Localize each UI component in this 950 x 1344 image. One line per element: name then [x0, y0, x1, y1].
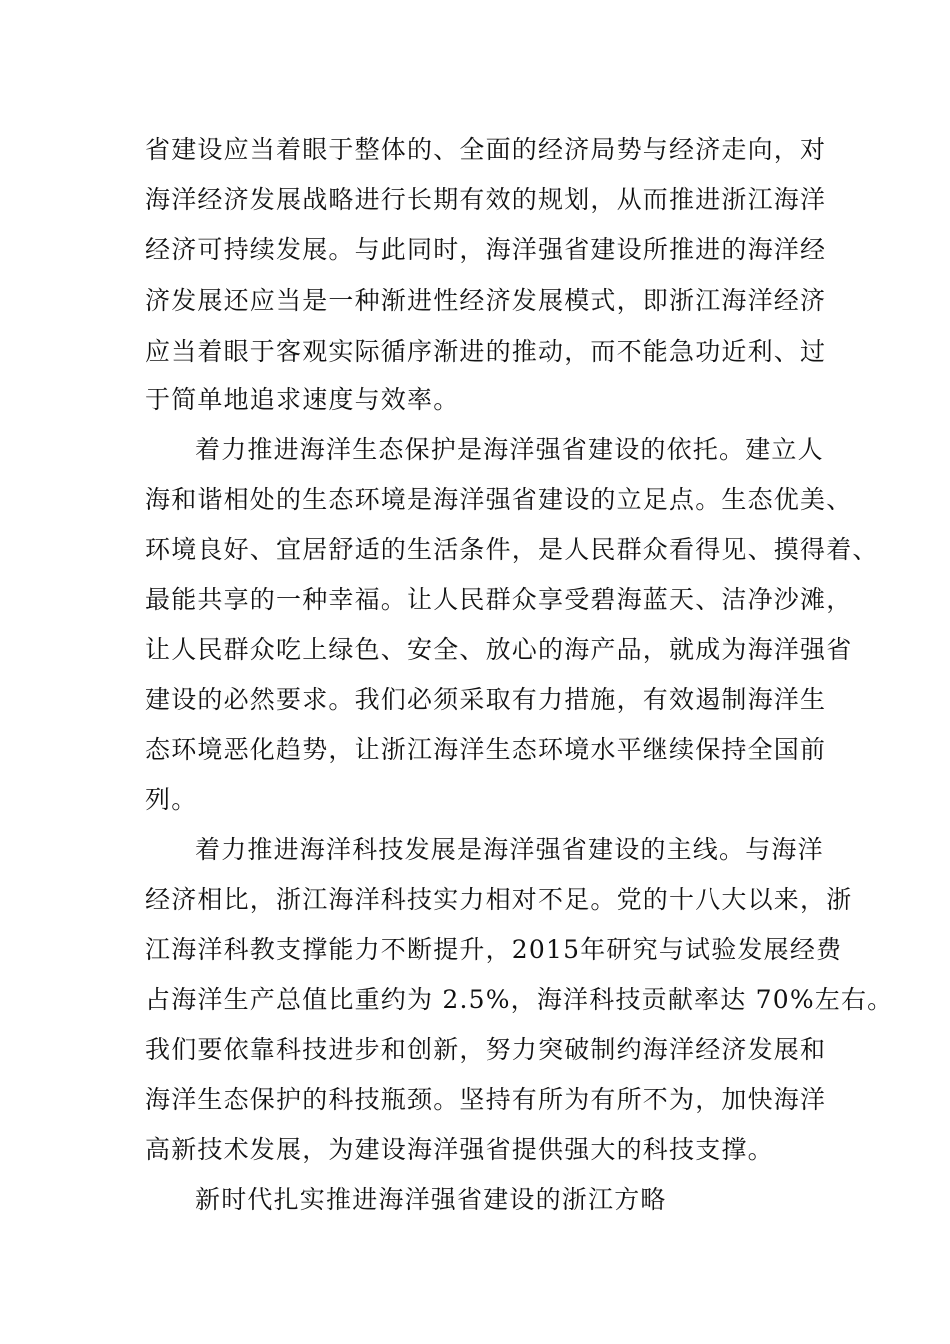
body-text-line: 列。 — [145, 785, 198, 814]
body-text-line: 经济可持续发展。与此同时，海洋强省建设所推进的海洋经 — [145, 235, 827, 264]
body-text-line: 建设的必然要求。我们必须采取有力措施，有效遏制海洋生 — [145, 685, 827, 714]
paragraph-first-line: 着力推进海洋科技发展是海洋强省建设的主线。与海洋 — [195, 835, 824, 864]
body-text-line: 应当着眼于客观实际循序渐进的推动，而不能急功近利、过 — [145, 337, 827, 366]
body-text-line: 海和谐相处的生态环境是海洋强省建设的立足点。生态优美、 — [145, 485, 853, 514]
body-text-line: 于简单地追求速度与效率。 — [145, 385, 460, 414]
body-text-line: 海洋生态保护的科技瓶颈。坚持有所为有所不为，加快海洋 — [145, 1085, 827, 1114]
body-text-line: 占海洋生产总值比重约为 2.5%，海洋科技贡献率达 70%左右。 — [145, 985, 894, 1014]
body-text-line: 我们要依靠科技进步和创新，努力突破制约海洋经济发展和 — [145, 1035, 827, 1064]
body-text-line: 环境良好、宜居舒适的生活条件，是人民群众看得见、摸得着、 — [145, 535, 879, 564]
body-text-line: 高新技术发展，为建设海洋强省提供强大的科技支撑。 — [145, 1135, 774, 1164]
body-text-line: 最能共享的一种幸福。让人民群众享受碧海蓝天、洁净沙滩， — [145, 585, 853, 614]
paragraph-first-line: 着力推进海洋生态保护是海洋强省建设的依托。建立人 — [195, 435, 824, 464]
body-text-line: 省建设应当着眼于整体的、全面的经济局势与经济走向，对 — [145, 135, 827, 164]
body-text-line: 济发展还应当是一种渐进性经济发展模式，即浙江海洋经济 — [145, 286, 827, 315]
body-text-line: 海洋经济发展战略进行长期有效的规划，从而推进浙江海洋 — [145, 185, 827, 214]
body-text-line: 态环境恶化趋势，让浙江海洋生态环境水平继续保持全国前 — [145, 735, 827, 764]
section-heading: 新时代扎实推进海洋强省建设的浙江方略 — [195, 1185, 667, 1214]
body-text-line: 江海洋科教支撑能力不断提升，2015年研究与试验发展经费 — [145, 935, 843, 964]
body-text-line: 让人民群众吃上绿色、安全、放心的海产品，就成为海洋强省 — [145, 635, 853, 664]
body-text-line: 经济相比，浙江海洋科技实力相对不足。党的十八大以来，浙 — [145, 885, 853, 914]
